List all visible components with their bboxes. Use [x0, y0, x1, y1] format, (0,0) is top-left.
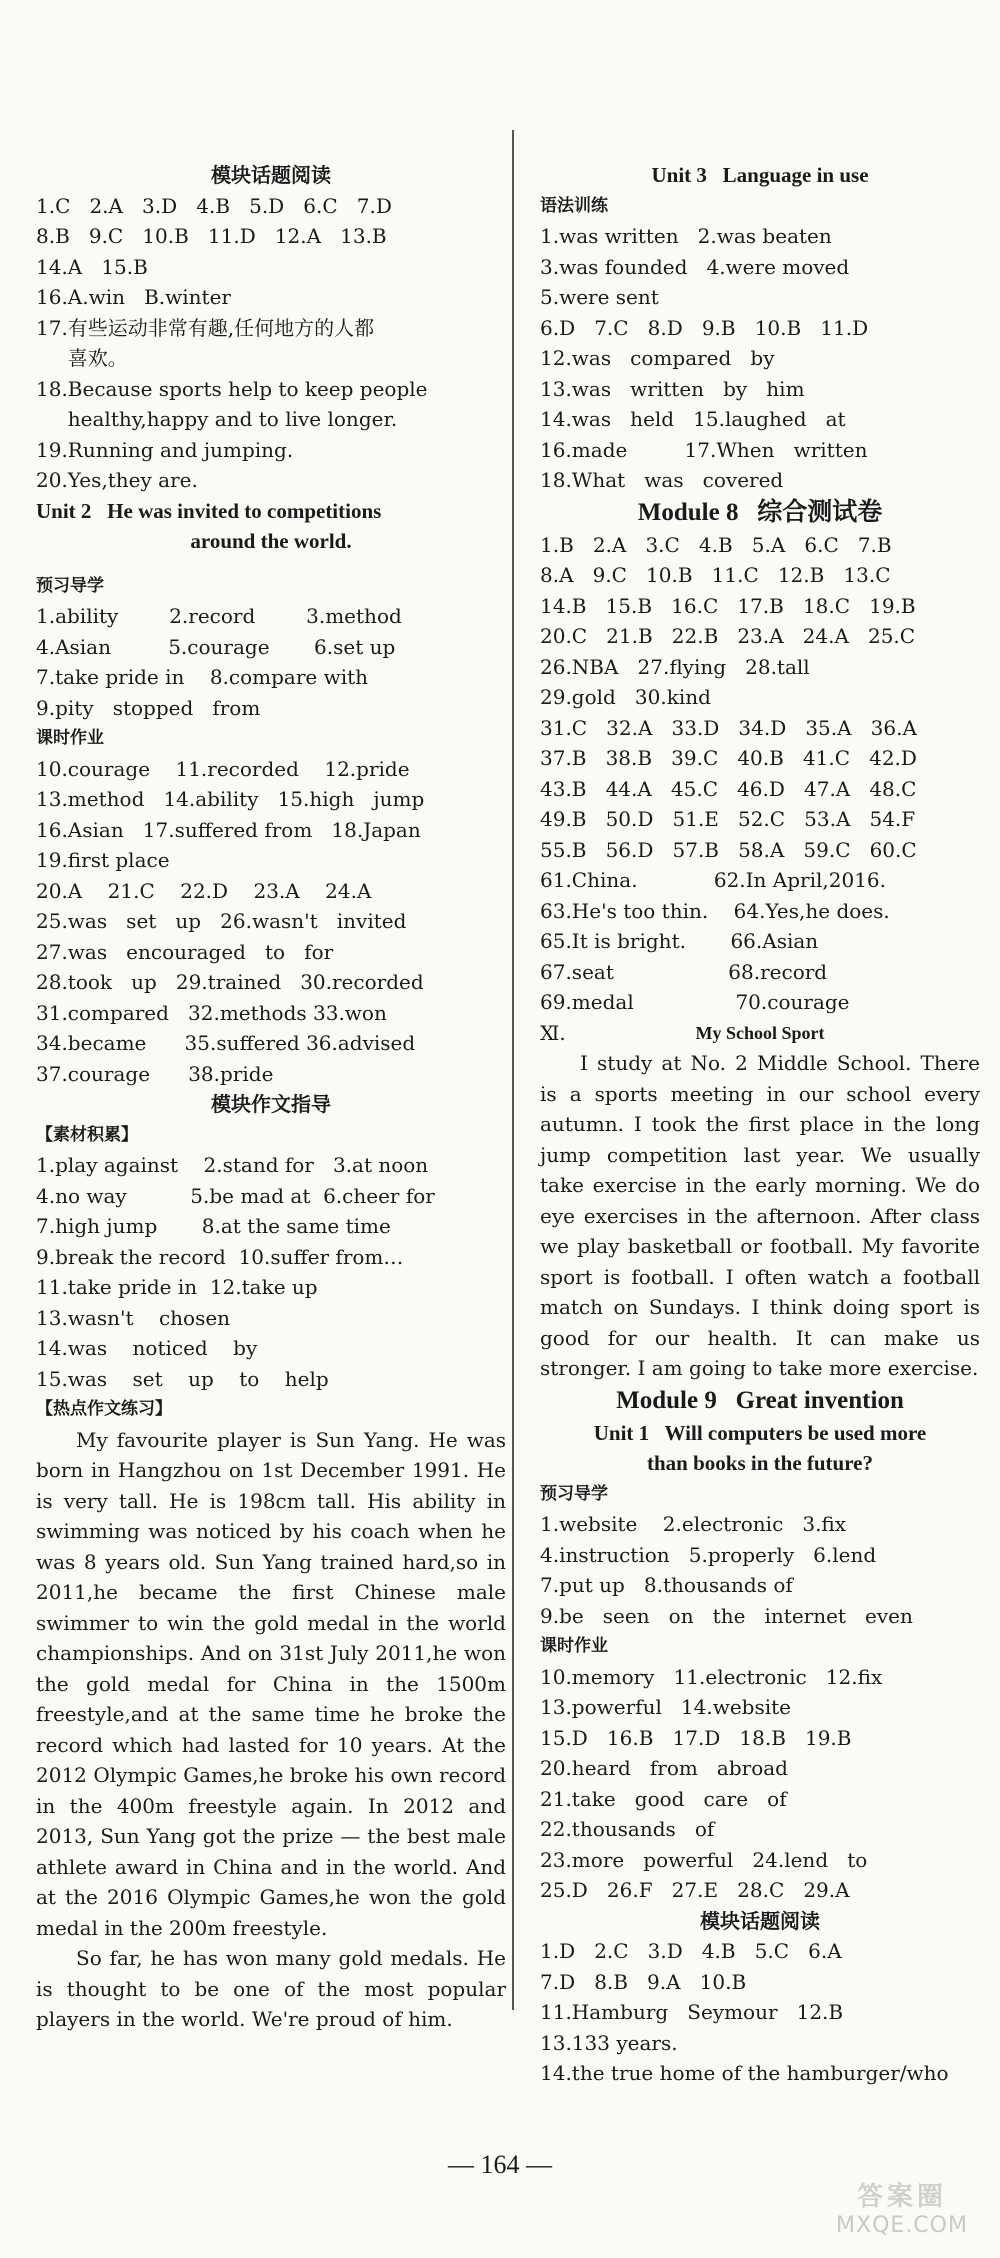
unit-heading: Unit 1 Will computers be used more [593, 1420, 927, 1445]
watermark-url: MXQE.COM [836, 2213, 968, 2238]
answer-line: 5.were sent [540, 285, 659, 309]
answer-line: 20.C 21.B 22.B 23.A 24.A 25.C [540, 624, 916, 648]
answer-line: 8.A 9.C 10.B 11.C 12.B 13.C [540, 563, 891, 587]
answer-line: 18.What was covered [540, 468, 784, 492]
answer-line: 14.the true home of the hamburger/who [540, 2061, 949, 2085]
section-title: 模块话题阅读 [700, 1908, 820, 1933]
answer-line: 67.seat 68.record [540, 959, 828, 984]
answer-list [36, 754, 506, 1090]
answer-line: 11.take pride in 12.take up [36, 1275, 318, 1299]
answer-line: 14.B 15.B 16.C 17.B 18.C 19.B [540, 593, 916, 618]
answer-line: 37.courage 38.pride [36, 1061, 274, 1086]
answer-line: 61.China. 62.In April,2016. [540, 868, 886, 892]
answer-line: 69.medal 70.courage [540, 990, 850, 1014]
answer-line: 14.was held 15.laughed at [540, 407, 846, 431]
answer-line: 34.became 35.suffered 36.advised [36, 1031, 416, 1055]
answer-line: 49.B 50.D 51.E 52.C 53.A 54.F [540, 807, 916, 831]
answer-line: 55.B 56.D 57.B 58.A 59.C 60.C [540, 837, 917, 862]
answer-line: 1.website 2.electronic 3.fix [540, 1512, 847, 1536]
answer-line: 7.D 8.B 9.A 10.B [540, 1969, 747, 1994]
right-column [540, 160, 980, 2089]
answer-line: 13.was written by him [540, 376, 805, 401]
answer-line: 65.It is bright. 66.Asian [540, 929, 819, 953]
answer-line: 13.powerful 14.website [540, 1695, 792, 1719]
essay-paragraph: I study at No. 2 Middle School. There is a sports meeting in our school every autumn. I took the first place in the long jump competition last year. We usually take exercise in the early morning. We do eye exercises in the afternoon. After class we play basketball or football. My favorite sport is football. I often watch a football match on Sundays. I think doing sport is good for our health. It can make us stronger. I am going to take more exercise. [540, 1051, 980, 1380]
left-column [36, 160, 506, 2035]
answer-list [36, 601, 506, 723]
answer-line: 1.C 2.A 3.D 4.B 5.D 6.C 7.D [36, 193, 392, 218]
answer-line: 31.C 32.A 33.D 34.D 35.A 36.A [540, 715, 917, 740]
module-heading: Module 8 综合测试卷 [637, 498, 883, 526]
answer-list [540, 530, 980, 1018]
answer-line: 23.more powerful 24.lend to [540, 1847, 868, 1872]
subsection-title: 预习导学 [36, 575, 104, 596]
answer-line: 19.Running and jumping. [36, 437, 294, 462]
answer-line: healthy,happy and to live longer. [36, 407, 398, 431]
watermark-text: 答案圈 [856, 2182, 947, 2212]
answer-list [36, 1150, 506, 1394]
section-title: 模块话题阅读 [211, 163, 331, 187]
answer-line: 9.be seen on the internet even [540, 1603, 913, 1628]
answer-list [540, 221, 980, 496]
essay-number: Ⅺ. [540, 1020, 566, 1045]
watermark-logo [832, 2176, 972, 2246]
answer-line: 31.compared 32.methods 33.won [36, 1000, 387, 1025]
answer-line: 1.ability 2.record 3.method [36, 604, 402, 628]
essay-title: My School Sport [695, 1022, 825, 1043]
answer-line: 22.thousands of [540, 1817, 715, 1841]
answer-line: 13.method 14.ability 15.high jump [36, 787, 425, 811]
essay-paragraph: So far, he has won many gold medals. He is thought to be one of the most popular players in the world. We're proud of him. [36, 1946, 506, 2031]
answer-line: 1.B 2.A 3.C 4.B 5.A 6.C 7.B [540, 532, 892, 557]
answer-line: 9.break the record 10.suffer from… [36, 1244, 404, 1269]
answer-line: 63.He's too thin. 64.Yes,he does. [540, 898, 890, 923]
answer-line: 16.made 17.When written [540, 437, 868, 462]
answer-line: 1.was written 2.was beaten [540, 224, 832, 248]
answer-line: 7.high jump 8.at the same time [36, 1214, 391, 1238]
answer-list [540, 1662, 980, 1906]
answer-line: 29.gold 30.kind [540, 685, 711, 709]
subsection-title: 【素材积累】 [36, 1124, 138, 1145]
answer-list [540, 1936, 980, 2089]
answer-line: 4.no way 5.be mad at 6.cheer for [36, 1183, 435, 1208]
answer-line: 13.wasn't chosen [36, 1305, 231, 1330]
answer-line: 21.take good care of [540, 1786, 787, 1811]
subsection-title: 课时作业 [36, 728, 104, 748]
answer-line: 17.有些运动非常有趣,任何地方的人都 [36, 315, 375, 340]
answer-line: 27.was encouraged to for [36, 939, 334, 964]
unit-heading: Unit 2 He was invited to competitions [36, 498, 382, 523]
answer-line: 37.B 38.B 39.C 40.B 41.C 42.D [540, 746, 917, 770]
answer-line: 20.heard from abroad [540, 1756, 788, 1780]
answer-line: 14.A 15.B [36, 254, 148, 279]
section-title: 模块作文指导 [211, 1092, 331, 1116]
answer-line: 11.Hamburg Seymour 12.B [540, 2000, 844, 2024]
essay-paragraph: My favourite player is Sun Yang. He was born in Hangzhou on 1st December 1991. He is very tall. He is 198cm tall. His ability in swimming was noticed by his coach when he was 8 years old. Sun Yang trained hard,so in 2011,he became the first Chinese male swimmer to win the gold medal in the world championships. And on 31st July 2011,he won the gold medal for China in the 1500m freestyle,and at the same time he broke the record which had lasted for 10 years. At the 2012 Olympic Games,he broke his own record in the 400m freestyle again. In 2012 and 2013, Sun Yang got the prize — the best male athlete award in China and in the world. And at the 2016 Olympic Games,he won the gold medal in the 200m freestyle. [36, 1427, 506, 1940]
answer-line: 喜欢。 [36, 346, 128, 370]
answer-line: 9.pity stopped from [36, 695, 261, 720]
answer-line: 1.D 2.C 3.D 4.B 5.C 6.A [540, 1939, 842, 1963]
answer-line: 7.put up 8.thousands of [540, 1573, 793, 1597]
answer-line: 16.Asian 17.suffered from 18.Japan [36, 817, 421, 842]
answer-line: 4.instruction 5.properly 6.lend [540, 1542, 877, 1567]
subsection-title: 语法训练 [540, 195, 608, 216]
answer-line: 15.was set up to help [36, 1366, 329, 1391]
unit-heading: Unit 3 Language in use [651, 163, 869, 187]
answer-line: 7.take pride in 8.compare with [36, 665, 369, 689]
answer-line: 43.B 44.A 45.C 46.D 47.A 48.C [540, 776, 917, 801]
answer-line: 19.first place [36, 848, 170, 872]
answer-line: 12.was compared by [540, 346, 775, 370]
unit-heading-continued: than books in the future? [647, 1451, 873, 1475]
answer-list [540, 1509, 980, 1631]
answer-line: 20.A 21.C 22.D 23.A 24.A [36, 878, 372, 903]
subsection-title: 【热点作文练习】 [36, 1399, 172, 1419]
answer-line: 13.133 years. [540, 2030, 678, 2055]
answer-line: 1.play against 2.stand for 3.at noon [36, 1153, 429, 1177]
answer-list [36, 191, 506, 496]
subsection-title: 课时作业 [540, 1636, 608, 1656]
page-number: — 164 — [448, 2150, 552, 2179]
module-heading: Module 9 Great invention [616, 1386, 904, 1414]
unit-heading-continued: around the world. [190, 529, 352, 553]
answer-line: 14.was noticed by [36, 1336, 258, 1360]
column-divider [512, 130, 514, 2010]
answer-line: 26.NBA 27.flying 28.tall [540, 654, 810, 679]
subsection-title: 预习导学 [540, 1483, 608, 1504]
answer-line: 4.Asian 5.courage 6.set up [36, 634, 396, 659]
answer-line: 8.B 9.C 10.B 11.D 12.A 13.B [36, 224, 387, 248]
answer-line: 3.was founded 4.were moved [540, 254, 850, 279]
answer-line: 6.D 7.C 8.D 9.B 10.B 11.D [540, 315, 869, 340]
answer-line: 18.Because sports help to keep people [36, 376, 428, 401]
answer-line: 10.memory 11.electronic 12.fix [540, 1664, 883, 1689]
answer-line: 28.took up 29.trained 30.recorded [36, 970, 424, 994]
answer-line: 15.D 16.B 17.D 18.B 19.B [540, 1725, 852, 1750]
answer-line: 20.Yes,they are. [36, 468, 198, 492]
answer-line: 25.was set up 26.wasn't invited [36, 909, 407, 933]
answer-line: 16.A.win B.winter [36, 285, 231, 309]
answer-line: 10.courage 11.recorded 12.pride [36, 756, 410, 781]
essay-heading-row [540, 1018, 980, 1049]
answer-line: 25.D 26.F 27.E 28.C 29.A [540, 1878, 850, 1902]
